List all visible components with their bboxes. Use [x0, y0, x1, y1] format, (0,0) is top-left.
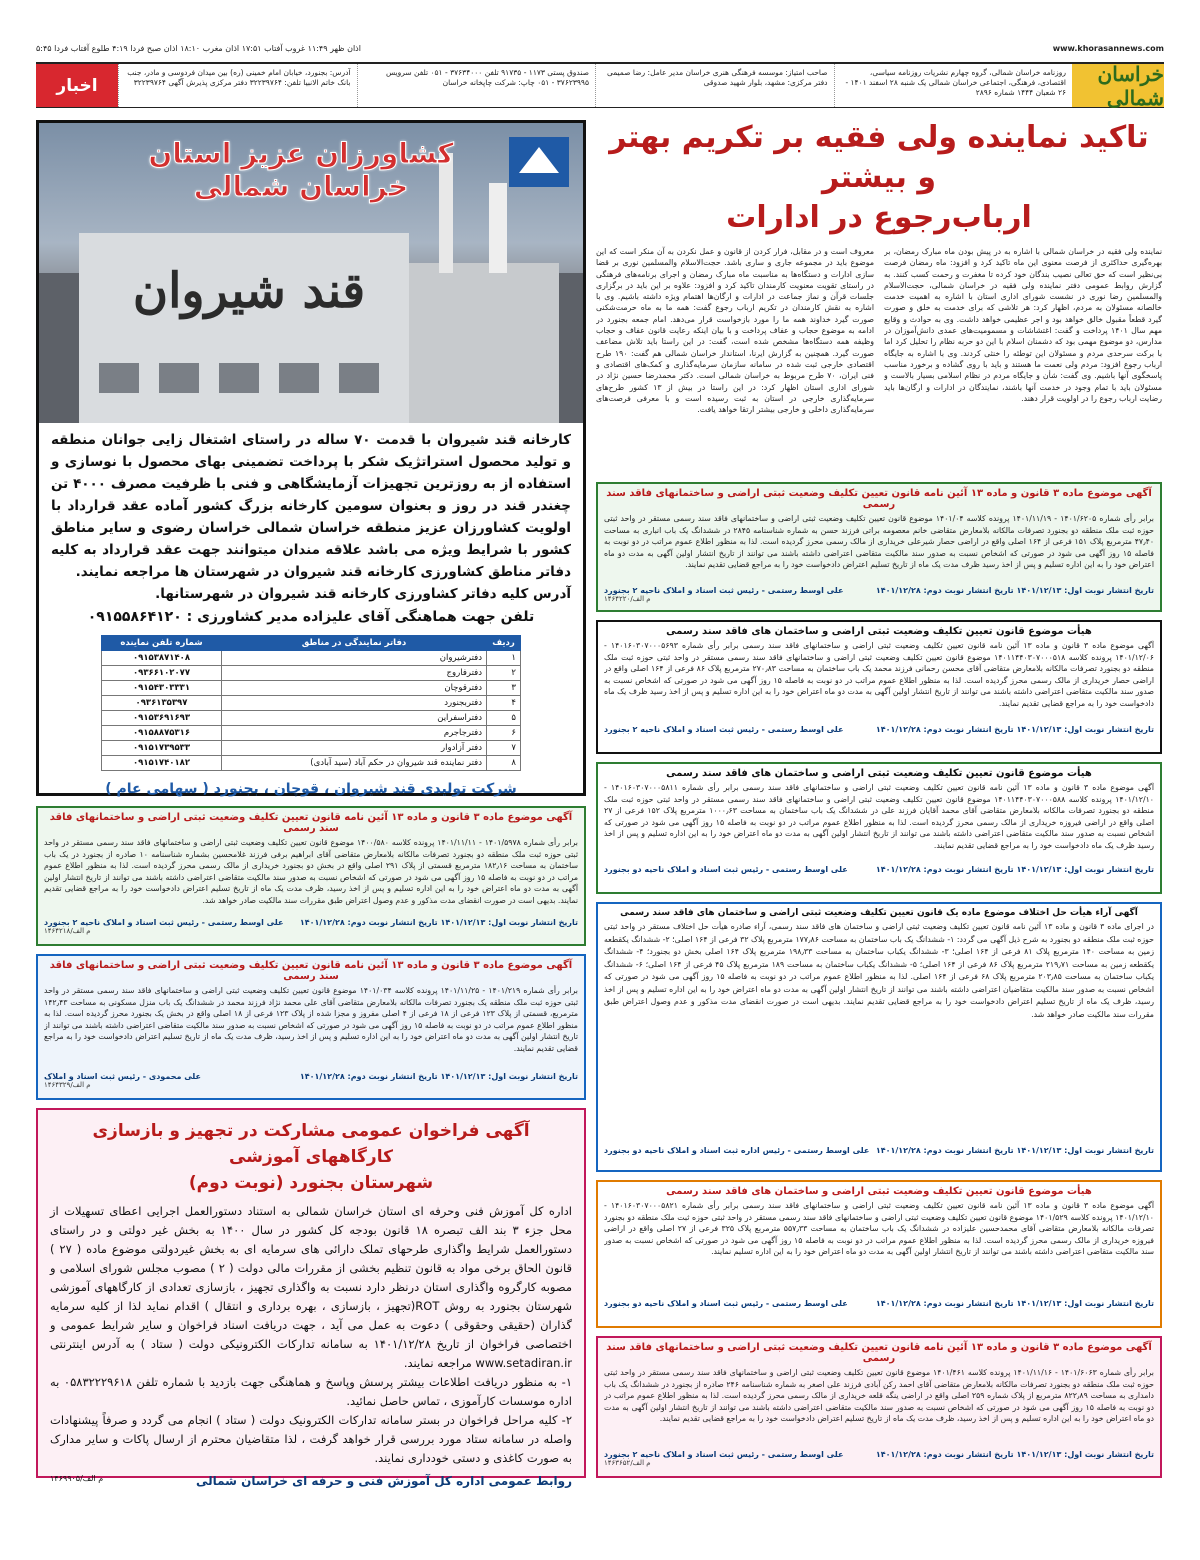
notice-signer: علی اوسط رستمی - رئیس ثبت اسناد و املاک ناحیه ۲ بجنورد [604, 725, 844, 734]
masthead-contact: صندوق پستی ۱۱۷۳ - ۹۱۷۳۵ تلفن ۳۷۶۳۴۰۰۰ - ۰۵۱ تلفن سرویس ۳۷۶۲۳۹۹۵ - ۰۵۱ چاپ: شرکت چاپخانه خراسان [357, 64, 596, 107]
notice-body: آگهی موضوع ماده ۳ قانون و ماده ۱۳ آئین نامه قانون تعیین تکلیف وضعیت ثبتی اراضی و ساختمانهای فاقد سند رسمی برابر رأی شماره ۱۴۰۱۶۰۳۰۷۰۰۰۵۸۲۱ - ۱۴۰۱/۱۲/۱۰ پرونده کلاسه ۱۴۰۱/۵۲۹ موضوع قانون تعیین تکلیف وضعیت ثبتی اراضی و ساختمانهای فاقد سند رسمی مستقر در واحد ثبتی حوزه ثبت ملک منطقه دو بجنورد تصرفات مالکانه بلامعارض متقاضی آقای محمدحسین علیزاده در ششدانگ یک باب ساختمان به مساحت ۵۵۷٫۳۳ مترمربع پلاک ۳۲۵ فرعی از ۲۷ اصلی واقع در اراضی فیروزه خریداری از مالک رسمی محرز گردیده است. لذا به منظور اطلاع عموم مراتب در دو نوبت به فاصله ۱۵ روز آگهی می شود در صورتی که اشخاص نسبت به صدور سند مالکیت متقاضی اعتراضی داشته باشند می توانند از تاریخ انتشار اولین آگهی به مدت دو ماه اعتراض خود را به این اداره تسلیم نمایند. [604, 1201, 1154, 1257]
tender-notice [36, 1108, 586, 1488]
company-name: شرکت تولیدی قند شیروان ، قوچان ، بجنورد ( سهامی عام ) [105, 781, 517, 797]
table-row [102, 651, 521, 666]
row-index: ۳ [487, 681, 521, 696]
office-name: دفتراسفراین [222, 711, 487, 726]
promo-address: آدرس کلیه دفاتر کشاورزی کارخانه قند شیروان در شهرستانها. [155, 586, 571, 602]
office-phone: ۰۹۱۵۳۸۷۱۴۰۸ [102, 651, 222, 666]
registration-notice [596, 620, 1162, 754]
notice-signer: علی اوسط رستمی - رئیس ثبت اسناد و املاک ناحیه دو بجنورد [604, 1299, 848, 1308]
representatives-table [101, 635, 521, 771]
notice-signer: علی اوسط رستمی - رئیس اداره ثبت اسناد و املاک ناحیه دو بجنورد [604, 1146, 870, 1155]
notice-signer: علی اوسط رستمی - رئیس ثبت اسناد و املاک ناحیه ۲ بجنورد [604, 1450, 844, 1459]
registration-notice [596, 902, 1162, 1172]
factory-photo [39, 123, 583, 423]
notice-signer: علی اوسط رستمی - رئیس ثبت اسناد و املاک ناحیه ۲ بجنورد [44, 918, 284, 927]
row-index: ۴ [487, 696, 521, 711]
notice-dates: تاریخ انتشار نوبت اول: ۱۴۰۱/۱۲/۱۳ تاریخ انتشار نوبت دوم: ۱۴۰۱/۱۲/۲۸ [875, 1299, 1154, 1308]
lead-headline-line1: تاکید نماینده ولی فقیه بر تکریم بهتر و بیشتر [609, 120, 1149, 195]
notice-dates: تاریخ انتشار نوبت اول: ۱۴۰۱/۱۲/۱۳ تاریخ انتشار نوبت دوم: ۱۴۰۱/۱۲/۲۸ [875, 725, 1154, 734]
registration-notice [36, 806, 586, 946]
notice-body: آگهی موضوع ماده ۳ قانون و ماده ۱۳ آئین نامه قانون تعیین تکلیف وضعیت ثبتی اراضی و ساختمانهای فاقد سند رسمی برابر رأی شماره ۱۴۰۱۶۰۳۰۷۰۰۰۵۸۱۱ - ۱۴۰۱/۱۲/۱۰ پرونده کلاسه ۱۴۰۱۱۴۴۰۳۰۷۰۰۰۵۸۸ موضوع قانون تعیین تکلیف وضعیت ثبتی اراضی و ساختمانهای فاقد سند رسمی مستقر در واحد ثبتی حوزه ثبت ملک منطقه دو بجنورد تصرفات مالکانه بلامعارض متقاضی آقای محمد آقایان فرزند علی در ششدانگ یک باب ساختمان به مساحت ۱۰۰۰٫۶۳ مترمربع پلاک ۱۵۲ فرعی از ۲۷ اصلی واقع در اراضی فیروزه خریداری از مالک رسمی محرز گردیده است. لذا به منظور اطلاع عموم مراتب در دو نوبت به فاصله ۱۵ روز آگهی می شود در صورتی که اشخاص نسبت به صدور سند مالکیت متقاضی اعتراضی داشته باشند می توانند از تاریخ انتشار اولین آگهی به مدت دو ماه اعتراض خود را به این اداره تسلیم و پس از اخذ رسید ظرف یک ماه دادخواست خود را به مراجع قضایی تقدیم نمایند. [604, 783, 1154, 850]
tender-code: م الف/۱۴۶۹۹۰۵ [50, 1474, 104, 1483]
office-phone: ۰۹۱۵۱۷۳۹۵۳۳ [102, 741, 222, 756]
row-index: ۸ [487, 756, 521, 771]
tender-title: آگهی فراخوان عمومی مشارکت در تجهیز و بازسازی کارگاههای آموزشی [92, 1121, 530, 1167]
notice-dates: تاریخ انتشار نوبت اول: ۱۴۰۱/۱۲/۱۳ تاریخ انتشار نوبت دوم: ۱۴۰۱/۱۲/۲۸ [299, 1072, 578, 1081]
row-index: ۵ [487, 711, 521, 726]
notice-title: آگهی موضوع ماده ۳ قانون و ماده ۱۳ آئین نامه قانون تعیین تکلیف وضعیت ثبتی اراضی و ساختمانهای فاقد سند رسمی [49, 960, 573, 982]
registration-notice [596, 1180, 1162, 1328]
notice-code: م الف/۱۴۶۴۳۲۹ [44, 1081, 91, 1089]
registration-notice [36, 954, 586, 1100]
sugar-factory-ad [36, 120, 586, 796]
tender-body: اداره کل آموزش فنی وحرفه ای استان خراسان شمالی به استناد دستورالعمل اجرایی اعطای تسهیلات از محل جزء ۳ بند الف تبصره ۱۸ قانون بودجه کل کشور در سال ۱۴۰۰ به بخش غیر دولتی و در راستای دستورالعمل شرایط واگذاری طرحهای تملک دارائی های سرمایه ای به بخش غیردولتی موضوع ماده ( ۲۷ ) قانون الحاق برخی مواد به قانون تنظیم بخشی از مقررات مالی دولت ( ۲ ) مصوب مجلس شورای اسلامی و مصوبه کارگروه واگذاری استان درنظر دارد نسبت به واگذاری تجهیز ، بازسازی تعدادی از کارگاههای آموزشی شهرستان بجنورد به روش ROT(تجهیز ، بازسازی ، بهره برداری و انتقال ) اقدام نماید لذا از کلیه سرمایه گذاران (حقیقی وحقوقی ) دعوت به عمل می آید ، جهت دریافت اسناد فراخوان و سایر شرایط عمومی و اختصاصی فراخوان از تاریخ ۱۴۰۱/۱۲/۲۸ به سامانه تدارکات الکترونیکی دولت ( ستاد ) به آدرس اینترنتی www.setadiran.ir مراجعه نمایند. [50, 1204, 572, 1370]
notice-dates: تاریخ انتشار نوبت اول: ۱۴۰۱/۱۲/۱۳ تاریخ انتشار نوبت دوم: ۱۴۰۱/۱۲/۲۸ [299, 918, 578, 927]
office-name: دفترفاروج [222, 666, 487, 681]
table-row [102, 711, 521, 726]
notice-title: آگهی موضوع ماده ۳ قانون و ماده ۱۳ آئین نامه قانون تعیین تکلیف وضعیت ثبتی اراضی و ساختمانهای فاقد سند رسمی [49, 812, 573, 834]
table-row [102, 666, 521, 681]
table-row [102, 681, 521, 696]
notice-title: هیأت موضوع قانون تعیین تکلیف وضعیت ثبتی اراضی و ساختمان های فاقد سند رسمی [666, 626, 1092, 637]
notice-dates: تاریخ انتشار نوبت اول: ۱۴۰۱/۱۲/۱۳ تاریخ انتشار نوبت دوم: ۱۴۰۱/۱۲/۲۸ [875, 1450, 1154, 1459]
masthead-issue-info: روزنامه خراسان شمالی، گروه چهارم نشریات روزنامه سیاسی، اقتصادی، فرهنگی، اجتماعی خراسان شمالی یک شنبه ۲۸ اسفند ۱۴۰۱ - ۲۶ شعبان ۱۴۴۴ شماره ۲۸۹۶ [834, 64, 1073, 107]
promo-banner: کشاورزان عزیز استان خراسان شمالی [148, 137, 454, 203]
notice-title: هیأت موضوع قانون تعیین تکلیف وضعیت ثبتی اراضی و ساختمان های فاقد سند رسمی [666, 768, 1092, 779]
table-row [102, 756, 521, 771]
masthead-publisher: صاحب امتیاز: موسسه فرهنگی هنری خراسان مدیر عامل: رضا صمیمی دفتر مرکزی: مشهد، بلوار شهید صدوقی [595, 64, 834, 107]
notice-code: م الف/۱۴۶۳۶۵۲ [604, 1459, 651, 1467]
row-index: ۲ [487, 666, 521, 681]
office-name: دفترقوچان [222, 681, 487, 696]
lead-article [596, 118, 1162, 474]
table-header: ردیف [487, 636, 521, 651]
row-index: ۷ [487, 741, 521, 756]
lead-column-left: معروف است و در مقابل، فرار کردن از قانون و عمل نکردن به آن منکر است که این موضوع باید در مجموعه جاری و ساری باشد. حجت‌الاسلام والمسلمین نوری بر قضا سازی ادارات و دستگاه‌ها به مناسبت ماه مبارک رمضان و اجرای برنامه‌های فرهنگی در راستای تقویت معنویت کارمندان تاکید کرد و افزود: علاوه بر این باید در برگزاری جلسات قرآن و نماز جماعت در ادارات و ارگان‌ها اهتمام ویژه داشته باشیم. وی با اشاره به نقش کارمندان در تکریم ارباب رجوع گفت: همه ما به ماه حرمت‌شکنی صورت گیرد خداوند همه ما را مورد بازخواست قرار می‌دهد. امام جمعه بجنورد در ادامه به موضوع حجاب و عفاف پرداخت و با بیان اینکه رعایت قانون عفاف و حجاب وظیفه همه دستگاه‌ها مشخص شده است، گفت: در این راستا باید تلاش مضاعف صورت گیرد. همچنین به گزارش ایرنا، استاندار خراسان شمالی هم گفت: ۱۹۰ طرح اقتصادی خارجی ثبت شده در سامانه سازمان سرمایه‌گذاری و کمک‌های اقتصادی و فنی ایران، ۷۰ طرح مربوط به خراسان شمالی است. دکتر محمدرضا حسین نژاد در شورای اداری استان اظهار کرد: در این راستا در بیش از ۱۳ کشور طرح‌های سرمایه‌گذاری خارجی در استان به ثبت رسیده است و با معرفی فرصت‌های سرمایه‌گذاری داخلی و خارجی بیشتر ارتقا خواهد یافت. [596, 247, 874, 415]
notice-title: هیأت موضوع قانون تعیین تکلیف وضعیت ثبتی اراضی و ساختمان های فاقد سند رسمی [666, 1186, 1092, 1197]
prayer-times: اذان ظهر ۱۱:۴۹ غروب آفتاب ۱۷:۵۱ اذان مغرب ۱۸:۱۰ اذان صبح فردا ۴:۱۹ طلوع آفتاب فردا ۵:۴۵ [36, 44, 361, 53]
notice-title: آگهی آراء هیأت حل اختلاف موضوع ماده یک قانون تعیین تکلیف وضعیت ثبتی اراضی و ساختمان های فاقد سند رسمی [620, 908, 1138, 918]
section-label: اخبار [36, 64, 118, 107]
lead-headline-line2: ارباب‌رجوع در ادارات [726, 200, 1032, 235]
notice-body: برابر رأی شماره ۱۴۰۱/۲۱۹ - ۱۴۰۱/۱۱/۲۵ پرونده کلاسه ۱۴۰۱/۰۳۴ موضوع قانون تعیین تکلیف وضعیت ثبتی اراضی و ساختمانهای فاقد سند رسمی مستقر در واحد ثبتی حوزه ثبت ملک منطقه یک بجنورد تصرفات مالکانه بلامعارض متقاضی آقای علی محمد نژاد فرزند محمد در ششدانگ یک باب منزل مسکونی به مساحت ۱۴۲٫۴۳ مترمربع، قسمتی از پلاک ۱۲۳ فرعی از ۱۸ فرعی از ۴ اصلی مفروز و مجزا شده از پلاک ۱۲۳ فرعی از ۱۸ اصلی واقع در بخش یک بجنورد محرز گردیده است. لذا به منظور اطلاع عموم مراتب در دو نوبت به فاصله ۱۵ روز آگهی می شود در صورتی که اشخاص نسبت به صدور سند مالکیت متقاضی اعتراضی داشته باشند می توانند از تاریخ انتشار اولین آگهی به مدت دو ماه اعتراض خود را به این اداره تسلیم و پس از اخذ رسید، ظرف مدت یک ماه از تاریخ تسلیم اعتراض دادخواست خود را به مراجع قضایی تقدیم نمایند. [44, 986, 578, 1053]
notice-signer: علی محمودی - رئیس ثبت اسناد و املاک [44, 1072, 202, 1081]
notice-body: در اجرای ماده ۳ قانون و ماده ۱۳ آئین نامه قانون تعیین تکلیف وضعیت ثبتی اراضی و ساختمان های فاقد سند رسمی، آراء صادره هیأت حل اختلاف مستقر در واحد ثبتی حوزه ثبت ملک منطقه دو بجنورد به شرح ذیل آگهی می گردد: ۱- ششدانگ یک باب ساختمان به مساحت ۱۷۷٫۸۶ مترمربع پلاک ۳۲ فرعی از ۱۶۴ اصلی؛ ۲- ششدانگ یکقطعه زمین به مساحت ۱۴۰ مترمربع پلاک ۸۱ فرعی از ۱۶۴ اصلی؛ ۳- ششدانگ یکباب ساختمان به مساحت ۱۹۸٫۳۳ مترمربع پلاک ۱۶۴ اصلی بخش دو بجنورد؛ ۴- ششدانگ یکقطعه زمین به مساحت ۲۱۹٫۷۱ مترمربع پلاک ۸۶ فرعی از ۱۶۴ اصلی؛ ۵- ششدانگ یکباب ساختمان به مساحت ۱۸۹ مترمربع پلاک ۴۵ فرعی از ۱۶۴ اصلی؛ ۶- ششدانگ یکباب ساختمان به مساحت ۲۰۳٫۸۵ مترمربع پلاک ۶۸ فرعی از ۱۶۴ اصلی. لذا به منظور اطلاع عموم مراتب در دو نوبت به فاصله ۱۵ روز آگهی می شود در صورتی که اشخاص نسبت به صدور سند مالکیت متقاضیان اعتراضی داشته باشند می توانند از تاریخ انتشار اولین آگهی به مدت دو ماه اعتراض خود را به این اداره تسلیم و پس از اخذ رسید، ظرف یک ماه از تاریخ تسلیم اعتراض دادخواست خود را به مراجع قضایی تقدیم نمایند. بدیهی است در صورت انقضای مدت مذکور و عدم وصول اعتراض طبق مقررات سند مالکیت صادر خواهد شد. [604, 922, 1154, 1019]
notice-body: برابر رأی شماره ۱۴۰۱/۶۰۶۳ - ۱۴۰۱/۱۱/۱۶ پرونده کلاسه ۱۴۰۱/۴۶۱ موضوع قانون تعیین تکلیف وضعیت ثبتی اراضی و ساختمانهای فاقد سند رسمی مستقر در واحد ثبتی حوزه ثبت ملک منطقه دو بجنورد تصرفات مالکانه بلامعارض متقاضی آقای احمد رکن آبادی فرزند علی اصغر به شماره شناسنامه ۲۴۶ صادره از بجنورد در ششدانگ یک باب دامداری به مساحت ۸۲۲٫۸۹ مترمربع از پلاک شماره ۲۵۹ اصلی واقع در اراضی ینگه قلعه خریداری از مالک رسمی محرز گردیده است. لذا به منظور اطلاع عموم مراتب در دو نوبت به فاصله ۱۵ روز آگهی می شود در صورتی که اشخاص نسبت به صدور سند مالکیت متقاضی اعتراضی داشته باشند می توانند از تاریخ انتشار اولین آگهی به مدت دو ماه اعتراض خود را به این اداره تسلیم و پس از اخذ رسید، ظرف مدت یک ماه از تاریخ تسلیم اعتراض دادخواست خود را به مراجع قضایی تقدیم نمایند. [604, 1368, 1154, 1424]
notice-body: برابر رأی شماره ۱۴۰۱/۶۲۰۵ - ۱۴۰۱/۱۱/۱۹ پرونده کلاسه ۱۴۰۱/۰۴ موضوع قانون تعیین تکلیف وضعیت ثبتی اراضی و ساختمانهای فاقد سند رسمی مستقر در واحد ثبتی حوزه ثبت ملک منطقه دو بجنورد تصرفات مالکانه بلامعارض متقاضی خانم معصومه براتی فرزند حسن به شماره شناسنامه ۲۸۴۵ در ششدانگ یک باب انباری به مساحت ۴۷٫۴۰ مترمربع پلاک ۱۵۱ فرعی از ۱۶۴ اصلی واقع در اراضی حصار شیرعلی خریداری از مالک رسمی محرز گردیده است. لذا به منظور اطلاع عموم مراتب در دو نوبت به فاصله ۱۵ روز آگهی می شود در صورتی که اشخاص نسبت به صدور سند مالکیت متقاضی اعتراضی داشته باشند می توانند از تاریخ انتشار اولین آگهی به مدت دو ماه اعتراض خود را به این اداره تسلیم و پس از اخذ رسید ظرف مدت یک ماه از تاریخ تسلیم اعتراض دادخواست خود را به مراجع قضایی تقدیم نمایند. [604, 514, 1154, 570]
notice-title: آگهی موضوع ماده ۳ قانون و ماده ۱۳ آئین نامه قانون تعیین تکلیف وضعیت ثبتی اراضی و ساختمانهای فاقد سند رسمی [606, 1342, 1152, 1364]
tender-item-1: ۱- به منظور دریافت اطلاعات بیشتر پرسش وپاسخ و هماهنگی جهت بازدید با شماره تلفن ۰۵۸۳۲۲۲۹۶۱۸ به اداره موسسات کارآموزی ، تماس حاصل نمائید. [50, 1375, 572, 1408]
masthead [36, 62, 1164, 108]
office-name: دفتربجنورد [222, 696, 487, 711]
registration-notice [596, 482, 1162, 612]
notice-body: برابر رأی شماره ۱۴۰۱/۵۹۷۸ - ۱۴۰۱/۱۱/۱۱ پرونده کلاسه ۱۴۰۰/۵۸۰ موضوع قانون تعیین تکلیف وضعیت ثبتی اراضی و ساختمانهای فاقد سند رسمی مستقر در واحد ثبتی حوزه ثبت ملک منطقه دو بجنورد تصرفات مالکانه بلامعارض متقاضی آقای ابراهیم برفی فرزند غلامحسین بشماره شناسنامه ۱۰ صادره از بجنورد در یک باب ساختمان به مساحت ۱۸۲٫۱۶ مترمربع قسمتی از پلاک ۲۹۱ اصلی واقع در بخش دو بجنورد خریداری از مالک رسمی محرز گردیده است. لذا به منظور اطلاع عموم مراتب در دو نوبت به فاصله ۱۵ روز آگهی می شود در صورتی که اشخاص نسبت به صدور سند مالکیت متقاضی اعتراضی داشته باشند می توانند از تاریخ انتشار اولین آگهی به مدت دو ماه اعتراض خود را به این اداره تسلیم و پس از اخذ رسید، ظرف مدت یک ماه از تاریخ تسلیم اعتراض دادخواست خود را به مراجع قضایی تقدیم نمایند. بدیهی است در صورت انقضای مدت مذکور و عدم وصول اعتراض طبق مقررات سند مالکیت صادر خواهد شد. [44, 838, 578, 905]
office-phone: ۰۹۱۵۸۸۷۵۳۱۶ [102, 726, 222, 741]
tender-signer: روابط عمومی اداره کل آموزش فنی و حرفه ای خراسان شمالی [195, 1474, 572, 1488]
office-phone: ۰۹۱۵۳۶۹۱۶۹۳ [102, 711, 222, 726]
notice-title: آگهی موضوع ماده ۳ قانون و ماده ۱۳ آئین نامه قانون تعیین تکلیف وضعیت ثبتی اراضی و ساختمانهای فاقد سند رسمی [606, 488, 1152, 510]
notice-signer: علی اوسط رستمی - رئیس ثبت اسناد و املاک ناحیه ۲ بجنورد [604, 586, 844, 595]
office-name: دفتر نماینده قند شیروان در حکم آباد (سید آبادی) [222, 756, 487, 771]
registration-notice [596, 1336, 1162, 1478]
website-url[interactable]: www.khorasannews.com [1052, 44, 1164, 53]
table-row [102, 726, 521, 741]
office-phone: ۰۹۳۶۱۳۵۳۹۷ [102, 696, 222, 711]
notice-dates: تاریخ انتشار نوبت اول: ۱۴۰۱/۱۲/۱۳ تاریخ انتشار نوبت دوم: ۱۴۰۱/۱۲/۲۸ [875, 1146, 1154, 1155]
masthead-address: آدرس: بجنورد، خیابان امام خمینی (ره) بین میدان فردوسی و مادر، جنب بانک خاتم الانبیا تلفن: ۳۲۲۳۹۷۶۴ دفتر مرکزی پذیرش آگهی ۳۲۲۳۹۷۶۴ [118, 64, 357, 107]
table-header: دفاتر نمایندگی در مناطق [222, 636, 487, 651]
notice-dates: تاریخ انتشار نوبت اول: ۱۴۰۱/۱۲/۱۳ تاریخ انتشار نوبت دوم: ۱۴۰۱/۱۲/۲۸ [875, 865, 1154, 874]
top-info-line [36, 44, 1164, 58]
office-phone: ۰۹۱۵۴۳۰۳۳۳۱ [102, 681, 222, 696]
office-name: دفترشیروان [222, 651, 487, 666]
notice-code: م الف/۱۴۶۴۲۲۰ [604, 595, 651, 603]
factory-sign: قند شیروان [132, 263, 366, 319]
notice-code: م الف/۱۴۶۴۲۱۸ [44, 927, 91, 935]
tender-subtitle: شهرستان بجنورد (نوبت دوم) [188, 1173, 434, 1193]
promo-phone: تلفن جهت هماهنگی آقای علیزاده مدیر کشاورزی : ۰۹۱۵۵۸۶۴۱۲۰ [87, 609, 535, 625]
table-row [102, 741, 521, 756]
notice-body: آگهی موضوع ماده ۳ قانون و ماده ۱۳ آئین نامه قانون تعیین تکلیف وضعیت ثبتی اراضی و ساختمانهای فاقد سند رسمی برابر رأی شماره ۱۴۰۱۶۰۳۰۷۰۰۰۵۶۹۳ - ۱۴۰۱/۱۲/۰۶ پرونده کلاسه ۱۴۰۱۱۴۴۰۳۰۷۰۰۰۵۱۸ موضوع قانون تعیین تکلیف وضعیت ثبتی اراضی و ساختمانهای فاقد سند رسمی مستقر در واحد ثبتی حوزه ثبت ملک منطقه دو بجنورد تصرفات مالکانه بلامعارض متقاضی آقای محسن رحمانی فرزند محمد یک باب ساختمان به مساحت ۲۷۰٫۸۳ مترمربع پلاک ۸۶ فرعی از ۱۶۴ اصلی واقع در اراضی حصار خریداری از مالک رسمی محرز گردیده است. لذا به منظور اطلاع عموم مراتب در دو نوبت به فاصله ۱۵ روز آگهی می شود در صورتی که اشخاص نسبت به صدور سند مالکیت متقاضی اعتراضی داشته باشند می توانند از تاریخ انتشار اولین آگهی به مدت دو ماه اعتراض خود را به این اداره تسلیم و پس از اخذ رسید ظرف یک ماه دادخواست خود را به مراجع قضایی تقدیم نمایند. [604, 641, 1154, 708]
newspaper-logo: خراسان شمالی [1072, 64, 1164, 107]
office-name: دفتر آزادوار [222, 741, 487, 756]
row-index: ۶ [487, 726, 521, 741]
lead-column-right: نماینده ولی فقیه در خراسان شمالی با اشاره به در پیش بودن ماه مبارک رمضان، بر بهره‌گیری حداکثری از فرصت معنوی این ماه تاکید کرد و افزود: ماه رمضان فرصت بی‌نظیر است که حق تعالی نصیب بندگان خود کرده تا مغفرت و رحمت کسب کنند. به گزارش روابط عمومی دفتر نماینده ولی فقیه در خراسان شمالی، حجت‌الاسلام والمسلمین رضا نوری در نشست شورای اداری استان با اشاره به اهمیت خدمت خالصانه مسئولان به مردم، اظهار کرد: هر تلاشی که برای خدمت به خلق و صورت گیرد قطعاً مقبول خالق خواهد بود و اجر عظیمی خواهد داشت. وی به حوادث و وقایع مهم سال ۱۴۰۱ پرداخت و گفت: اغتشاشات و مسمومیت‌های عمدی دانش‌آموزان در مدارس، دو موضوع مهمی بود که دشمنان اسلام با این دو حربه نظام را تحلیل کرد اما با برکت سرحدی مردم و مسئولان این توطئه را خنثی کردند. وی با اشاره به جایگاه ارباب رجوع افزود: مردم ولی نعمت ما هستند و باید با روی گشاده و برخورد مناسب پاسخگوی آنها باشیم. وی گفت: شأن و جایگاه مردم در نظام اسلامی بسیار بالاست و مسئولان باید با تمام وجود در خدمت آنها باشند، نمایندگان در ادارات و ارگان‌ها باید رضایت ارباب رجوع را در اولویت قرار دهند. [884, 247, 1162, 403]
table-row [102, 696, 521, 711]
table-header: شماره تلفن نماینده [102, 636, 222, 651]
promo-text: کارخانه قند شیروان با قدمت ۷۰ ساله در راستای اشتغال زایی جوانان منطقه و تولید محصول استراتژیک شکر با پرداخت تضمینی بهای محصول با نوسازی و استفاده از به روزترین تجهیزات آزمایشگاهی و فنی با ظرفیت مصرف ۴۰۰۰ تن چغندر قند در روز و بعنوان سومین کارخانه بزرگ کشور آماده عقد قرارداد با اولویت کشاورزان عزیز منطقه خراسان شمالی خراسان رضوی و سایر مناطق کشور با شرایط ویژه می باشد علاقه مندان میتوانند جهت عقد قرارداد به کلیه دفاتر مناطق کشاورزی کارخانه قند شیروان در شهرستان ها مراجعه نمایند. [51, 432, 572, 580]
tender-item-2: ۲- کلیه مراحل فراخوان در بستر سامانه تدارکات الکترونیک دولت ( ستاد ) انجام می گردد و صرفاً پیشنهادات واصله در سامانه ستاد مورد بررسی قرار خواهد گرفت ، لذا متقاضیان محترم از ارسال پاکات و سایر مدارک به صورت کاغذی و دستی خودداری نمایند. [50, 1413, 572, 1465]
notice-signer: علی اوسط رستمی - رئیس ثبت اسناد و املاک ناحیه دو بجنورد [604, 865, 848, 874]
notice-dates: تاریخ انتشار نوبت اول: ۱۴۰۱/۱۲/۱۳ تاریخ انتشار نوبت دوم: ۱۴۰۱/۱۲/۲۸ [875, 586, 1154, 595]
registration-notice [596, 762, 1162, 894]
row-index: ۱ [487, 651, 521, 666]
office-phone: ۰۹۱۵۱۷۴۰۱۸۲ [102, 756, 222, 771]
office-phone: ۰۹۳۶۶۱۰۲۰۷۷ [102, 666, 222, 681]
office-name: دفترجاجرم [222, 726, 487, 741]
